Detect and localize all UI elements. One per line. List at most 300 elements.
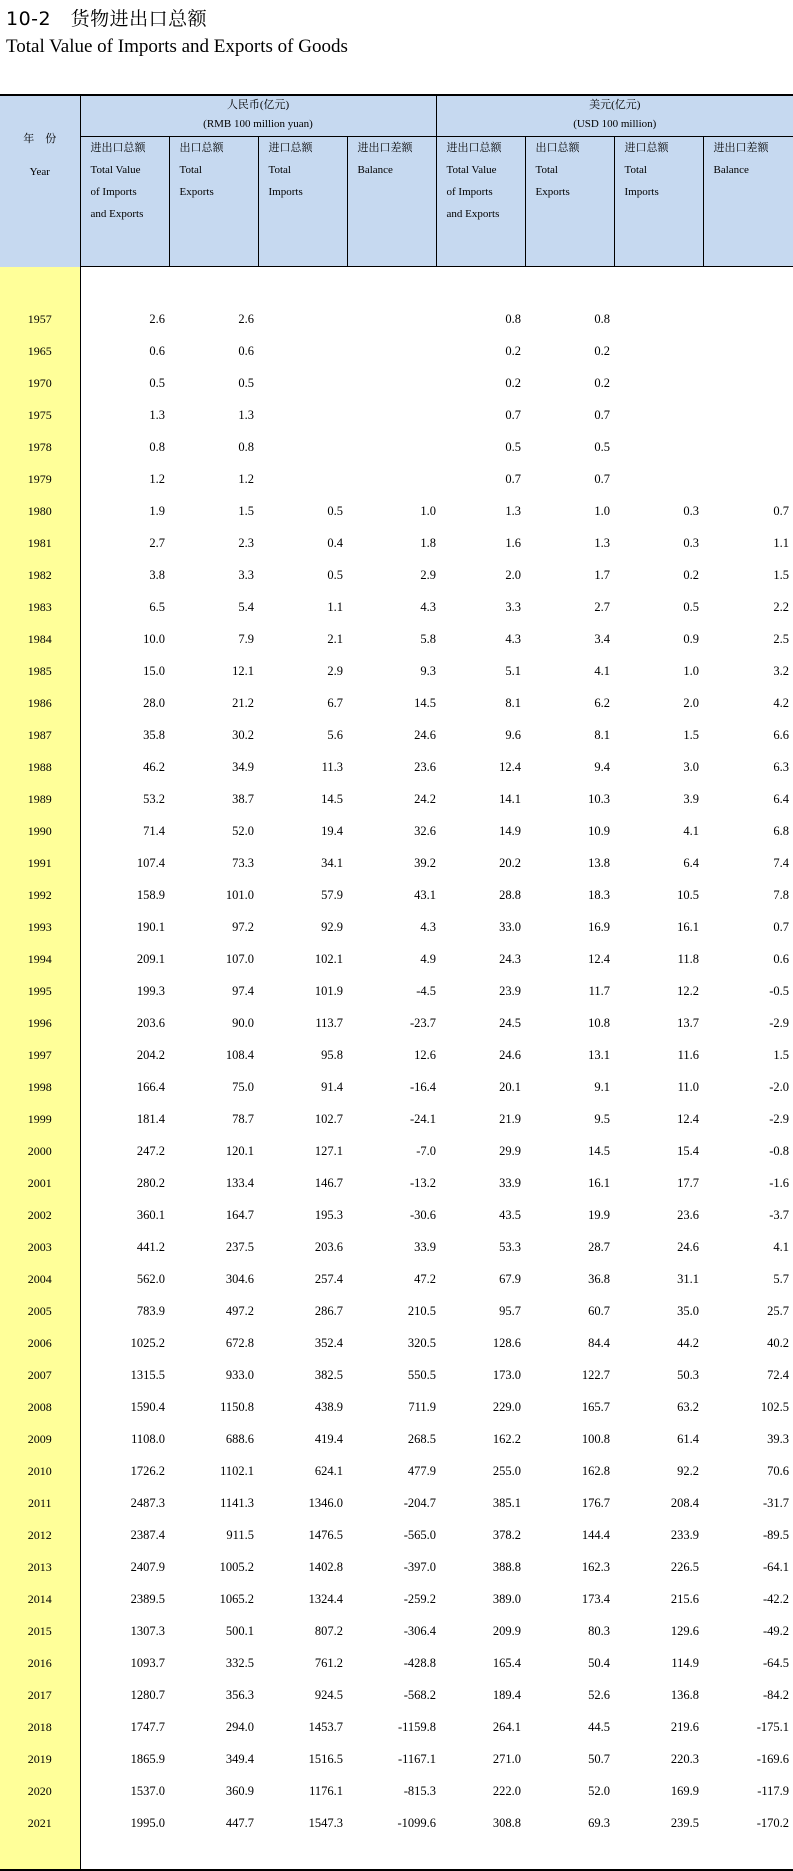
value-cell: 360.1 xyxy=(136,1207,165,1222)
value-cell: 3.2 xyxy=(773,663,790,678)
value-cell: 222.0 xyxy=(492,1783,522,1798)
value-cell: 33.0 xyxy=(499,919,522,934)
value-cell: 1.7 xyxy=(594,567,611,582)
table-row xyxy=(0,1775,793,1807)
table-row xyxy=(0,431,793,463)
year-cell: 1998 xyxy=(0,1071,80,1103)
value-cell xyxy=(347,431,436,463)
table-row xyxy=(0,1519,793,1551)
value-cell: 2.5 xyxy=(773,631,790,646)
value-cell: 2387.4 xyxy=(130,1527,165,1542)
value-cell: 80.3 xyxy=(588,1623,611,1638)
value-cell: 294.0 xyxy=(225,1719,254,1734)
year-cell: 2002 xyxy=(0,1199,80,1231)
value-cell: 181.4 xyxy=(136,1111,165,1126)
year-cell: 2001 xyxy=(0,1167,80,1199)
value-cell: 0.5 xyxy=(505,439,522,454)
value-cell: 102.7 xyxy=(314,1111,343,1126)
value-cell: 32.6 xyxy=(414,823,437,838)
table-row xyxy=(0,1263,793,1295)
value-cell: 173.0 xyxy=(492,1367,522,1382)
value-cell: 5.4 xyxy=(238,599,254,614)
value-cell: 0.7 xyxy=(594,471,611,486)
value-cell: 38.7 xyxy=(232,791,254,806)
value-cell: 92.9 xyxy=(321,919,343,934)
table-body xyxy=(0,267,793,1871)
value-cell: -2.9 xyxy=(769,1015,790,1030)
column-header-row xyxy=(0,137,793,267)
value-cell: 13.1 xyxy=(588,1047,611,1062)
value-cell: 0.5 xyxy=(683,599,700,614)
value-cell: 10.8 xyxy=(588,1015,611,1030)
value-cell: 226.5 xyxy=(670,1559,700,1574)
value-cell: 388.8 xyxy=(492,1559,522,1574)
usd-header-en: (USD 100 million) xyxy=(573,118,657,130)
value-cell: 20.2 xyxy=(499,855,522,870)
value-cell: 4.3 xyxy=(420,599,437,614)
value-cell: 203.6 xyxy=(314,1239,343,1254)
value-cell: 33.9 xyxy=(414,1239,437,1254)
value-cell: 23.6 xyxy=(414,759,437,774)
value-cell: 2.1 xyxy=(327,631,343,646)
value-cell: 0.7 xyxy=(594,407,611,422)
table-row xyxy=(0,655,793,687)
table-row xyxy=(0,1455,793,1487)
value-cell: 95.7 xyxy=(499,1303,522,1318)
value-cell xyxy=(258,463,347,495)
value-cell: 101.9 xyxy=(314,983,343,998)
value-cell: 4.3 xyxy=(505,631,522,646)
value-cell: 6.4 xyxy=(773,791,790,806)
value-cell: 120.1 xyxy=(225,1143,254,1158)
value-cell: 165.7 xyxy=(581,1399,611,1414)
value-cell: 5.7 xyxy=(773,1271,790,1286)
value-cell: 208.4 xyxy=(670,1495,700,1510)
value-cell: 0.5 xyxy=(327,567,343,582)
year-cell: 1986 xyxy=(0,687,80,719)
value-cell: 24.2 xyxy=(414,791,437,806)
value-cell: 2.9 xyxy=(420,567,437,582)
table-row xyxy=(0,367,793,399)
value-cell: 1516.5 xyxy=(308,1751,343,1766)
value-cell: -13.2 xyxy=(409,1175,437,1190)
table-header xyxy=(0,95,793,267)
value-cell: -16.4 xyxy=(409,1079,437,1094)
value-cell: 1.5 xyxy=(683,727,700,742)
value-cell: 286.7 xyxy=(314,1303,343,1318)
value-cell: 144.4 xyxy=(581,1527,611,1542)
value-cell: 1.5 xyxy=(773,567,790,582)
value-cell: 11.7 xyxy=(588,983,611,998)
value-cell: 12.1 xyxy=(232,663,254,678)
value-cell: 102.1 xyxy=(314,951,343,966)
value-cell: 9.4 xyxy=(594,759,611,774)
value-cell: 4.2 xyxy=(773,695,790,710)
value-cell: -4.5 xyxy=(416,983,437,998)
value-cell: 220.3 xyxy=(670,1751,700,1766)
year-cell: 2014 xyxy=(0,1583,80,1615)
table-row xyxy=(0,335,793,367)
value-cell: 2.0 xyxy=(505,567,522,582)
year-cell: 1975 xyxy=(0,399,80,431)
value-cell: -49.2 xyxy=(762,1623,790,1638)
value-cell: 0.2 xyxy=(505,375,522,390)
value-cell: 807.2 xyxy=(314,1623,343,1638)
year-cell: 1996 xyxy=(0,1007,80,1039)
value-cell: 2.6 xyxy=(238,311,254,326)
value-cell: 40.2 xyxy=(767,1335,790,1350)
value-cell: 50.3 xyxy=(677,1367,700,1382)
value-cell: -175.1 xyxy=(756,1719,790,1734)
value-cell: 46.2 xyxy=(143,759,165,774)
value-cell: 61.4 xyxy=(677,1431,700,1446)
value-cell: -30.6 xyxy=(409,1207,437,1222)
value-cell: 34.9 xyxy=(232,759,254,774)
trade-table xyxy=(0,94,793,1871)
value-cell: 2.2 xyxy=(773,599,790,614)
value-cell: 229.0 xyxy=(492,1399,522,1414)
value-cell: -170.2 xyxy=(756,1815,790,1830)
value-cell: 36.8 xyxy=(588,1271,611,1286)
year-cell: 1994 xyxy=(0,943,80,975)
value-cell: -23.7 xyxy=(409,1015,437,1030)
value-cell xyxy=(614,463,703,495)
value-cell: 173.4 xyxy=(581,1591,611,1606)
year-cell: 1992 xyxy=(0,879,80,911)
table-row xyxy=(0,463,793,495)
value-cell: 63.2 xyxy=(677,1399,700,1414)
value-cell: 195.3 xyxy=(314,1207,343,1222)
value-cell: 169.9 xyxy=(670,1783,700,1798)
value-cell: 71.4 xyxy=(143,823,165,838)
value-cell: 210.5 xyxy=(407,1303,437,1318)
value-cell: 23.6 xyxy=(677,1207,700,1222)
value-cell: 1402.8 xyxy=(308,1559,343,1574)
table-row xyxy=(0,527,793,559)
value-cell: 1141.3 xyxy=(220,1495,254,1510)
value-cell: 1537.0 xyxy=(130,1783,165,1798)
value-cell: -42.2 xyxy=(762,1591,790,1606)
value-cell: -64.1 xyxy=(762,1559,790,1574)
column-header: 进出口总额 Total Value of Imports and Exports xyxy=(436,137,525,267)
value-cell: 268.5 xyxy=(407,1431,437,1446)
value-cell: 4.3 xyxy=(420,919,437,934)
value-cell: 3.8 xyxy=(149,567,165,582)
table-number-title-cn: 10-2 货物进出口总额 xyxy=(6,8,208,30)
value-cell: -1099.6 xyxy=(397,1815,437,1830)
rmb-header-cn: 人民币(亿元) xyxy=(226,99,290,111)
value-cell: 933.0 xyxy=(225,1367,254,1382)
value-cell: 3.0 xyxy=(683,759,700,774)
value-cell: 12.4 xyxy=(677,1111,700,1126)
value-cell: 1.1 xyxy=(773,535,790,550)
year-cell: 2012 xyxy=(0,1519,80,1551)
value-cell: 304.6 xyxy=(225,1271,254,1286)
value-cell: 2.7 xyxy=(594,599,611,614)
value-cell: -3.7 xyxy=(769,1207,790,1222)
value-cell: 1102.1 xyxy=(220,1463,254,1478)
value-cell: 164.7 xyxy=(225,1207,254,1222)
value-cell: 11.3 xyxy=(321,759,343,774)
value-cell: 4.1 xyxy=(683,823,700,838)
year-cell: 1978 xyxy=(0,431,80,463)
value-cell: 165.4 xyxy=(492,1655,522,1670)
year-cell: 1999 xyxy=(0,1103,80,1135)
value-cell xyxy=(347,303,436,335)
value-cell xyxy=(703,431,793,463)
value-cell: 162.3 xyxy=(581,1559,611,1574)
value-cell: 14.5 xyxy=(588,1143,611,1158)
value-cell: 16.9 xyxy=(588,919,611,934)
value-cell: 0.5 xyxy=(327,503,343,518)
value-cell: 0.6 xyxy=(773,951,790,966)
value-cell: 70.6 xyxy=(767,1463,790,1478)
value-cell: 204.2 xyxy=(136,1047,165,1062)
year-cell: 1980 xyxy=(0,495,80,527)
table-row xyxy=(0,687,793,719)
value-cell: 203.6 xyxy=(136,1015,165,1030)
value-cell: 43.1 xyxy=(414,887,437,902)
value-cell: 14.5 xyxy=(321,791,343,806)
value-cell: 1547.3 xyxy=(308,1815,343,1830)
value-cell: 1865.9 xyxy=(130,1751,165,1766)
value-cell: 67.9 xyxy=(499,1271,522,1286)
value-cell: 24.6 xyxy=(499,1047,522,1062)
table-row xyxy=(0,1295,793,1327)
value-cell: 17.7 xyxy=(677,1175,700,1190)
year-cell: 1997 xyxy=(0,1039,80,1071)
value-cell: 1.9 xyxy=(149,503,165,518)
value-cell: 189.4 xyxy=(492,1687,522,1702)
column-header: 进口总额 Total Imports xyxy=(258,137,347,267)
usd-header-cn: 美元(亿元) xyxy=(589,99,641,111)
value-cell: 21.9 xyxy=(499,1111,522,1126)
value-cell: 6.3 xyxy=(773,759,790,774)
value-cell: 497.2 xyxy=(225,1303,254,1318)
value-cell: 75.0 xyxy=(232,1079,254,1094)
value-cell: 0.3 xyxy=(683,503,700,518)
value-cell: -24.1 xyxy=(409,1111,437,1126)
value-cell: 13.8 xyxy=(588,855,611,870)
value-cell: 4.1 xyxy=(773,1239,790,1254)
value-cell: 761.2 xyxy=(314,1655,343,1670)
table-row xyxy=(0,495,793,527)
value-cell xyxy=(703,399,793,431)
value-cell: -2.0 xyxy=(769,1079,790,1094)
value-cell xyxy=(347,367,436,399)
table-row xyxy=(0,1167,793,1199)
value-cell xyxy=(347,399,436,431)
value-cell: -815.3 xyxy=(403,1783,437,1798)
year-header-cn: 年 份 xyxy=(23,133,57,145)
value-cell: 39.2 xyxy=(414,855,437,870)
table-row xyxy=(0,1679,793,1711)
column-header: 进口总额 Total Imports xyxy=(614,137,703,267)
value-cell: 911.5 xyxy=(226,1527,254,1542)
value-cell: -397.0 xyxy=(403,1559,437,1574)
value-cell: 1726.2 xyxy=(130,1463,165,1478)
value-cell: 7.8 xyxy=(773,887,790,902)
value-cell: 688.6 xyxy=(225,1431,254,1446)
value-cell: -89.5 xyxy=(762,1527,790,1542)
value-cell: 1.1 xyxy=(327,599,343,614)
year-cell: 2004 xyxy=(0,1263,80,1295)
value-cell: 378.2 xyxy=(492,1527,522,1542)
value-cell: 385.1 xyxy=(492,1495,522,1510)
value-cell: 3.4 xyxy=(594,631,611,646)
value-cell: 69.3 xyxy=(588,1815,611,1830)
value-cell: 84.4 xyxy=(588,1335,611,1350)
value-cell xyxy=(703,463,793,495)
value-cell: 1.0 xyxy=(683,663,700,678)
value-cell: 239.5 xyxy=(670,1815,700,1830)
value-cell: -84.2 xyxy=(762,1687,790,1702)
value-cell: 257.4 xyxy=(314,1271,343,1286)
value-cell: -64.5 xyxy=(762,1655,790,1670)
value-cell: 2.0 xyxy=(683,695,700,710)
year-header-en: Year xyxy=(29,166,50,178)
table-row xyxy=(0,1647,793,1679)
year-cell: 1993 xyxy=(0,911,80,943)
value-cell: 72.4 xyxy=(767,1367,790,1382)
value-cell: 9.5 xyxy=(594,1111,611,1126)
table-row xyxy=(0,1551,793,1583)
value-cell xyxy=(703,335,793,367)
spacer-row xyxy=(0,267,793,304)
value-cell: -0.8 xyxy=(769,1143,790,1158)
value-cell: 1.5 xyxy=(773,1047,790,1062)
year-cell: 2007 xyxy=(0,1359,80,1391)
value-cell: 441.2 xyxy=(136,1239,165,1254)
column-header: 进出口差额 Balance xyxy=(347,137,436,267)
value-cell: 10.9 xyxy=(588,823,611,838)
value-cell: -0.5 xyxy=(769,983,790,998)
value-cell: 101.0 xyxy=(225,887,254,902)
year-cell: 2017 xyxy=(0,1679,80,1711)
table-row xyxy=(0,879,793,911)
value-cell: 1307.3 xyxy=(130,1623,165,1638)
table-title-en: Total Value of Imports and Exports of Goods xyxy=(6,36,348,57)
value-cell: 11.8 xyxy=(677,951,700,966)
table-row xyxy=(0,1103,793,1135)
value-cell: 209.9 xyxy=(492,1623,522,1638)
value-cell xyxy=(258,367,347,399)
value-cell: 1108.0 xyxy=(131,1431,165,1446)
table-row xyxy=(0,399,793,431)
column-header: 进出口总额 Total Value of Imports and Exports xyxy=(80,137,169,267)
value-cell xyxy=(703,367,793,399)
value-cell: 2487.3 xyxy=(130,1495,165,1510)
value-cell: -2.9 xyxy=(769,1111,790,1126)
value-cell: 5.6 xyxy=(327,727,343,742)
table-row xyxy=(0,1615,793,1647)
year-cell: 2020 xyxy=(0,1775,80,1807)
value-cell: 92.2 xyxy=(677,1463,700,1478)
value-cell: 31.1 xyxy=(677,1271,700,1286)
value-cell: 39.3 xyxy=(767,1431,790,1446)
value-cell: 332.5 xyxy=(225,1655,254,1670)
value-cell: 672.8 xyxy=(225,1335,254,1350)
value-cell: 438.9 xyxy=(314,1399,343,1414)
value-cell: -1167.1 xyxy=(397,1751,437,1766)
year-cell: 1982 xyxy=(0,559,80,591)
value-cell: 97.2 xyxy=(232,919,254,934)
value-cell: 1176.1 xyxy=(309,1783,343,1798)
value-cell: 23.9 xyxy=(499,983,522,998)
table-row xyxy=(0,1487,793,1519)
rmb-group-header xyxy=(80,95,436,137)
year-cell: 2008 xyxy=(0,1391,80,1423)
value-cell: 209.1 xyxy=(136,951,165,966)
value-cell: 2.6 xyxy=(149,311,165,326)
year-cell: 1990 xyxy=(0,815,80,847)
value-cell: 477.9 xyxy=(407,1463,437,1478)
value-cell xyxy=(614,399,703,431)
value-cell: 52.0 xyxy=(588,1783,611,1798)
value-cell xyxy=(703,303,793,335)
rmb-header-en: (RMB 100 million yuan) xyxy=(203,118,313,130)
value-cell: 24.5 xyxy=(499,1015,522,1030)
table-row xyxy=(0,1391,793,1423)
table-row xyxy=(0,1327,793,1359)
value-cell: 0.7 xyxy=(505,471,522,486)
value-cell: -259.2 xyxy=(403,1591,437,1606)
table-row xyxy=(0,1807,793,1839)
value-cell: 133.4 xyxy=(225,1175,254,1190)
value-cell: 0.7 xyxy=(773,503,790,518)
year-cell: 1985 xyxy=(0,655,80,687)
table-row xyxy=(0,847,793,879)
value-cell: 6.6 xyxy=(773,727,790,742)
table-row xyxy=(0,1359,793,1391)
value-cell: 0.2 xyxy=(683,567,700,582)
value-cell: 0.5 xyxy=(594,439,611,454)
value-cell: 0.2 xyxy=(594,343,611,358)
table-row xyxy=(0,783,793,815)
value-cell: 10.0 xyxy=(143,631,165,646)
value-cell: -428.8 xyxy=(403,1655,437,1670)
value-cell: 2.3 xyxy=(238,535,254,550)
value-cell: 9.6 xyxy=(505,727,522,742)
year-cell: 2003 xyxy=(0,1231,80,1263)
value-cell: 0.2 xyxy=(594,375,611,390)
value-cell: 24.3 xyxy=(499,951,522,966)
value-cell: 237.5 xyxy=(225,1239,254,1254)
value-cell: 9.1 xyxy=(594,1079,611,1094)
value-cell: 1453.7 xyxy=(308,1719,343,1734)
value-cell: 1324.4 xyxy=(308,1591,343,1606)
table-row xyxy=(0,559,793,591)
year-cell: 2009 xyxy=(0,1423,80,1455)
value-cell: 550.5 xyxy=(407,1367,437,1382)
value-cell: 1747.7 xyxy=(130,1719,165,1734)
value-cell: -204.7 xyxy=(403,1495,437,1510)
value-cell: 320.5 xyxy=(407,1335,437,1350)
value-cell: 52.6 xyxy=(588,1687,611,1702)
value-cell: 1005.2 xyxy=(219,1559,254,1574)
table-row xyxy=(0,719,793,751)
value-cell: 0.3 xyxy=(683,535,700,550)
value-cell: 5.1 xyxy=(505,663,522,678)
value-cell: -1.6 xyxy=(769,1175,790,1190)
value-cell xyxy=(258,399,347,431)
value-cell: 29.9 xyxy=(499,1143,522,1158)
value-cell: -117.9 xyxy=(757,1783,790,1798)
value-cell: 35.0 xyxy=(677,1303,700,1318)
value-cell: 219.6 xyxy=(670,1719,700,1734)
value-cell: 91.4 xyxy=(321,1079,343,1094)
value-cell: 28.7 xyxy=(588,1239,611,1254)
